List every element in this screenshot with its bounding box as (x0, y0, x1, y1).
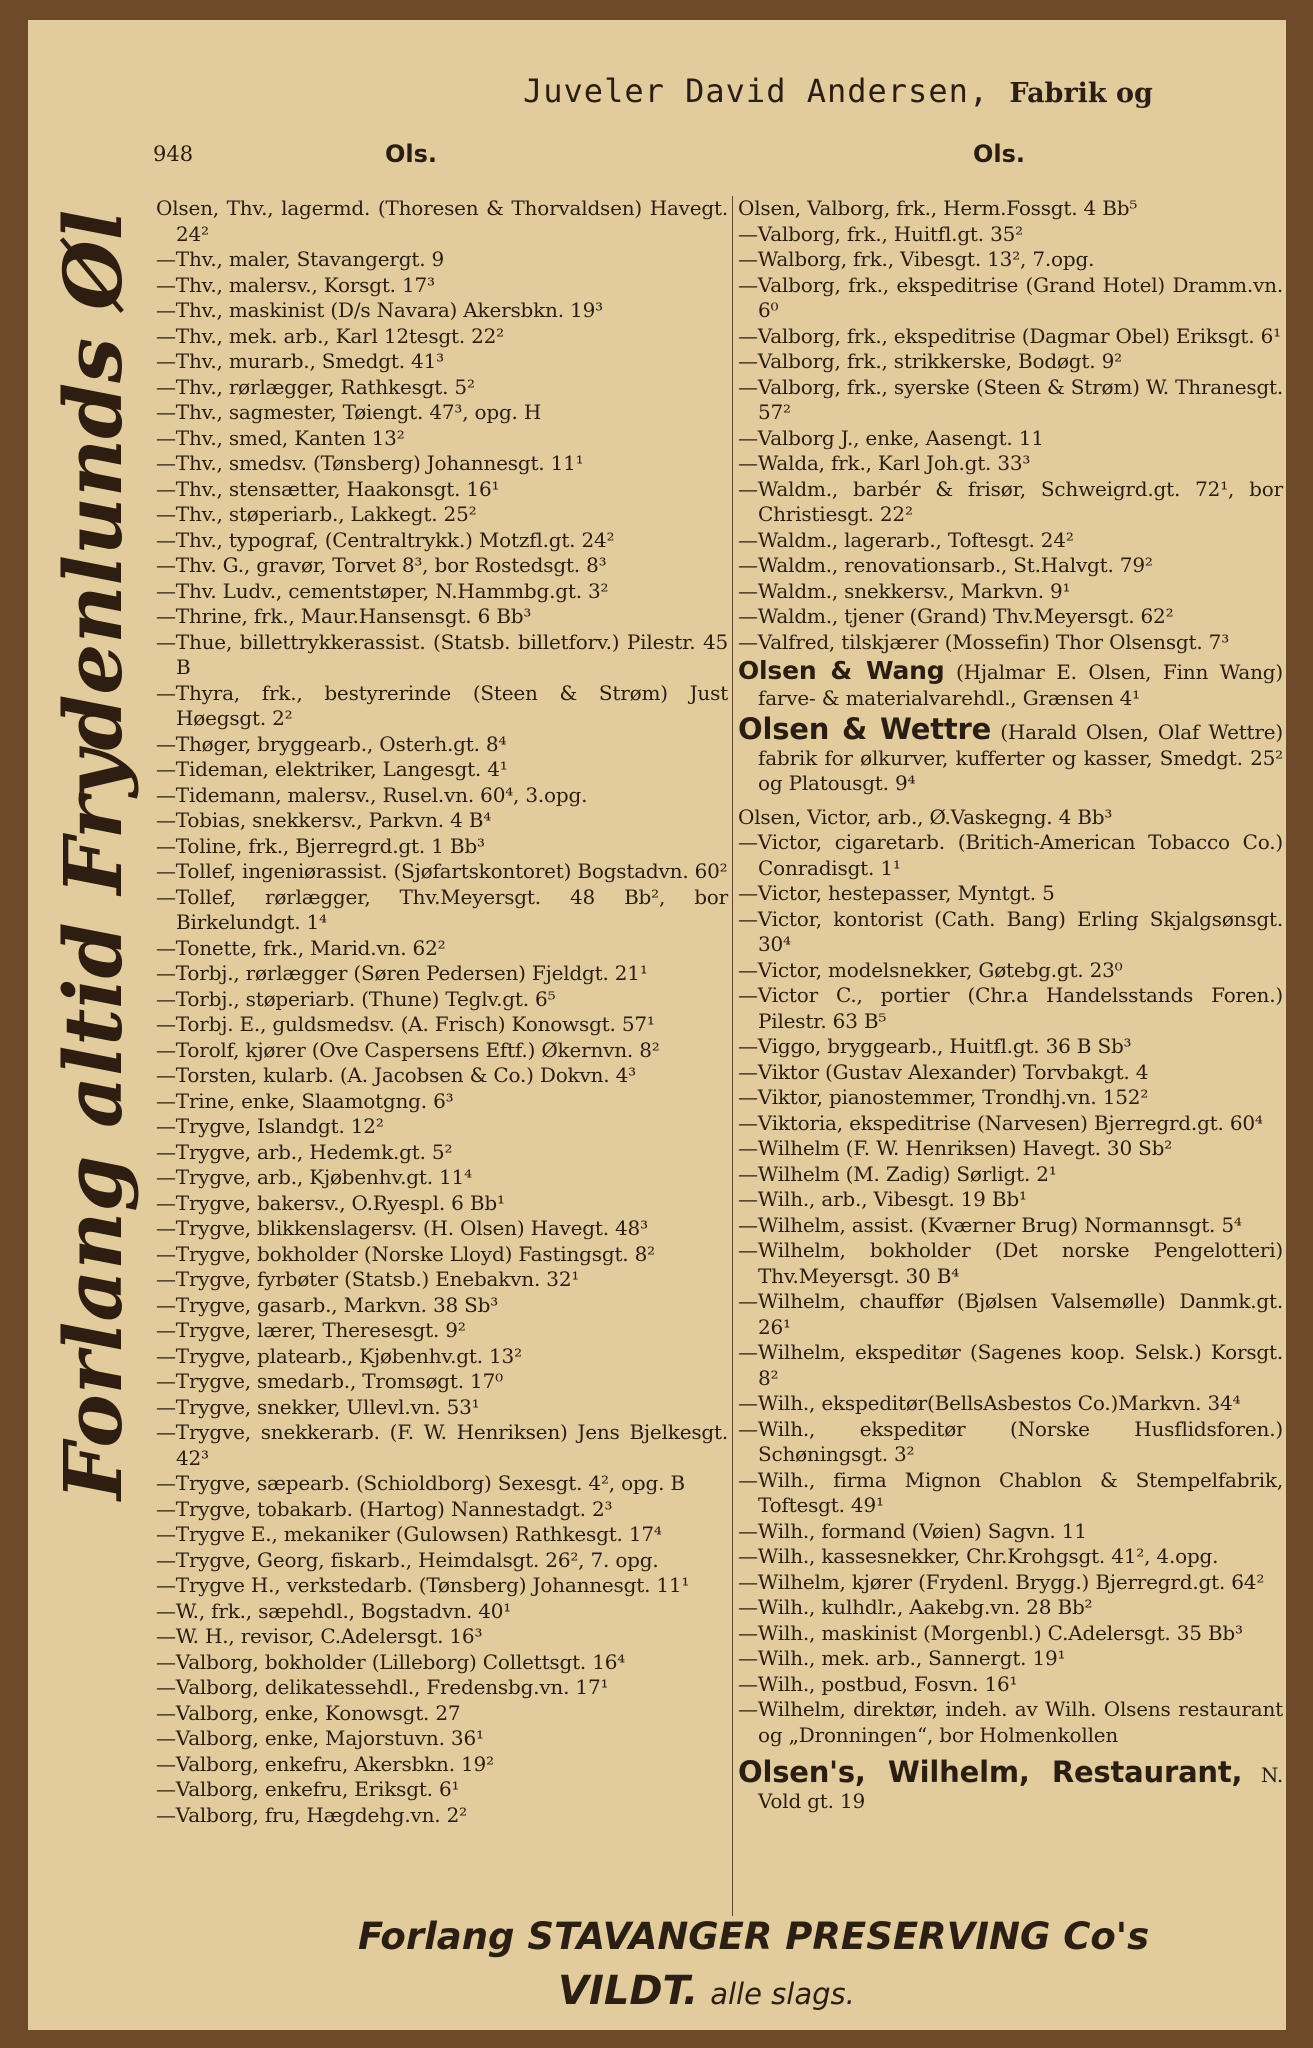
column-divider (732, 196, 733, 1916)
directory-entry: —Wilh., ekspeditør(BellsAsbestos Co.)Markvn. 34⁴ (738, 1391, 1241, 1415)
directory-entry: Olsen, Valborg, frk., Herm.Fossgt. 4 Bb⁵ (738, 196, 1138, 220)
directory-entry: —W. H., revisor, C.Adelersgt. 16³ (156, 1624, 483, 1648)
directory-entry: —Wilh., maskinist (Morgenbl.) C.Adelersgt. 35 Bb³ (738, 1620, 1243, 1645)
directory-entry: —W., frk., sæpehdl., Bogstadvn. 40¹ (156, 1598, 512, 1623)
directory-entry: —Torbj., rørlægger (Søren Pedersen) Fjeldgt. 21¹ (156, 961, 648, 985)
firm-details: (Hjalmar E. Olsen, Finn Wang) farve- & materialvarehdl., Grænsen 4¹ (758, 660, 1283, 710)
directory-entry: —Valborg, enke, Konowsgt. 27 (156, 1700, 461, 1725)
directory-entry: —Tonette, frk., Marid.vn. 62² (156, 935, 446, 960)
firm-entry-olsen-wettre (738, 712, 1283, 797)
footer-advertisement-line2 (558, 1968, 855, 2014)
directory-entry: —Valborg, enkefru, Akersbkn. 19² (156, 1751, 494, 1776)
directory-entry: —Trygve, snekkerarb. (F. W. Henriksen) Jens Bjelkesgt. 42³ (156, 1420, 728, 1470)
directory-entry: —Torolf, kjører (Ove Caspersens Eftf.) Økernvn. 8² (156, 1037, 660, 1062)
directory-entry: —Thv., murarb., Smedgt. 41³ (156, 349, 444, 373)
directory-entry: —Wilhelm, ekspeditør (Sagenes koop. Selsk.) Korsgt. 8² (738, 1340, 1283, 1390)
directory-entry: —Valfred, tilskjærer (Mossefin) Thor Olsensgt. 7³ (738, 629, 1230, 654)
directory-entry: —Thv., smedsv. (Tønsberg) Johannesgt. 11¹ (156, 451, 584, 475)
directory-entry: —Wilh., mek. arb., Sannergt. 19¹ (738, 1646, 1066, 1670)
directory-entry: —Trine, enke, Slaamotgng. 6³ (156, 1088, 454, 1113)
directory-entry: —Tidemann, malersv., Rusel.vn. 60⁴, 3.opg. (156, 782, 588, 807)
directory-entry: —Thv. G., gravør, Torvet 8³, bor Rostedsgt. 8³ (156, 553, 607, 577)
directory-entry: —Thue, billettrykkerassist. (Statsb. billetforv.) Pilestr. 45 B (156, 629, 728, 679)
directory-entry: —Thv. Ludv., cementstøper, N.Hammbg.gt. 3² (156, 578, 609, 603)
firm-details: N. Vold gt. 19 (758, 1763, 1283, 1813)
directory-entry: —Wilh., kulhdlr., Aakebg.vn. 28 Bb² (738, 1595, 1093, 1619)
directory-entry: —Thyra, frk., bestyrerinde (Steen & Strøm) Just Høegsgt. 2² (156, 680, 728, 730)
directory-entry: —Wilhelm (M. Zadig) Sørligt. 2¹ (738, 1161, 1057, 1186)
directory-entry: —Torbj., støperiarb. (Thune) Teglv.gt. 6⁵ (156, 986, 556, 1011)
directory-entry: —Trygve, blikkenslagersv. (H. Olsen) Havegt. 48³ (156, 1216, 648, 1240)
firm-entry-olsen-wang (738, 658, 1283, 711)
directory-entry: —Wilh., kassesnekker, Chr.Krohgsgt. 41², 4.opg. (738, 1544, 1219, 1568)
directory-entry: —Waldm., snekkersv., Markvn. 9¹ (738, 578, 1071, 603)
directory-entry: —Thøger, bryggearb., Osterh.gt. 8⁴ (156, 731, 507, 756)
directory-entry: —Valborg, frk., ekspeditrise (Grand Hotel) Dramm.vn. 6⁰ (738, 272, 1283, 322)
directory-entry: —Waldm., renovationsarb., St.Halvgt. 79² (738, 553, 1153, 577)
right-running-head: Ols. (973, 140, 1026, 168)
directory-entry: —Valborg, delikatessehdl., Fredensbg.vn. 17¹ (156, 1675, 609, 1699)
directory-entry: —Trygve, smedarb., Tromsøgt. 17⁰ (156, 1369, 503, 1393)
directory-entry: Olsen, Victor, arb., Ø.Vaskegng. 4 Bb³ (738, 804, 1113, 829)
directory-entry: —Thv., sagmester, Tøiengt. 47³, opg. H (156, 400, 542, 424)
directory-entry: —Viktor (Gustav Alexander) Torvbakgt. 4 (738, 1059, 1149, 1084)
directory-entry: —Trygve E., mekaniker (Gulowsen) Rathkesgt. 17⁴ (156, 1522, 662, 1546)
directory-page (28, 20, 1286, 2030)
directory-entry: —Valborg, frk., strikkerske, Bodøgt. 9² (738, 349, 1122, 373)
directory-entry: —Tobias, snekkersv., Parkvn. 4 B⁴ (156, 808, 492, 832)
directory-entry: —Trygve, tobakarb. (Hartog) Nannestadgt. 2³ (156, 1496, 613, 1521)
right-column (738, 196, 1283, 1814)
right-column-entries-b (738, 805, 1283, 1749)
directory-entry: —Valborg, fru, Hægdehg.vn. 2² (156, 1802, 467, 1827)
directory-entry: —Trygve, gasarb., Markvn. 38 Sb³ (156, 1292, 499, 1317)
directory-entry: —Viktoria, ekspeditrise (Narvesen) Bjerregrd.gt. 60⁴ (738, 1110, 1263, 1135)
directory-entry: —Torbj. E., guldsmedsv. (A. Frisch) Konowsgt. 57¹ (156, 1012, 655, 1036)
directory-entry: —Thv., stensætter, Haakonsgt. 16¹ (156, 476, 500, 501)
directory-entry: —Wilh., arb., Vibesgt. 19 Bb¹ (738, 1187, 1027, 1211)
directory-entry: —Victor, modelsnekker, Gøtebg.gt. 23⁰ (738, 957, 1123, 982)
directory-entry: —Wilhelm, kjører (Frydenl. Brygg.) Bjerregrd.gt. 64² (738, 1569, 1265, 1594)
footer-ad-word: VILDT. (558, 1968, 699, 2014)
left-running-head: Ols. (385, 140, 438, 168)
directory-entry: —Waldm., barbér & frisør, Schweigrd.gt. 72¹, bor Christiesgt. 22² (738, 476, 1283, 526)
directory-entry: —Viktor, pianostemmer, Trondhj.vn. 152² (738, 1085, 1149, 1109)
firm-name: Olsen & Wang (738, 656, 945, 685)
directory-entry: —Viggo, bryggearb., Huitfl.gt. 36 B Sb³ (738, 1034, 1132, 1058)
side-advertisement: Forlang altid Frydenlunds Øl (46, 209, 140, 1500)
directory-entry: —Wilhelm, assist. (Kværner Brug) Normannsgt. 5⁴ (738, 1212, 1242, 1237)
directory-entry: —Thv., maskinist (D/s Navara) Akersbkn. 19³ (156, 298, 603, 322)
directory-entry: —Victor, hestepasser, Myntgt. 5 (738, 881, 1055, 905)
directory-entry: —Thv., rørlægger, Rathkesgt. 5² (156, 374, 475, 399)
directory-entry: —Valborg, enke, Majorstuvn. 36¹ (156, 1726, 484, 1750)
directory-entry: —Torsten, kularb. (A. Jacobsen & Co.) Dokvn. 4³ (156, 1063, 636, 1087)
directory-entry: —Victor C., portier (Chr.a Handelsstands Foren.) Pilestr. 63 B⁵ (738, 983, 1283, 1033)
directory-entry: —Thv., typograf, (Centraltrykk.) Motzfl.gt. 24² (156, 527, 615, 552)
directory-entry: —Thrine, frk., Maur.Hansensgt. 6 Bb³ (156, 604, 532, 628)
page-number: 948 (153, 142, 194, 166)
directory-entry: —Thv., støperiarb., Lakkegt. 25² (156, 502, 477, 526)
directory-entry: —Tollef, ingeniørassist. (Sjøfartskontoret) Bogstadvn. 60² (156, 859, 728, 883)
directory-entry: —Valborg, frk., ekspeditrise (Dagmar Obel) Eriksgt. 6¹ (738, 323, 1281, 348)
directory-entry: —Trygve, Islandgt. 12² (156, 1114, 384, 1138)
directory-entry: —Wilh., postbud, Fosvn. 16¹ (738, 1671, 1018, 1696)
directory-entry: —Wilh., formand (Vøien) Sagvn. 11 (738, 1518, 1087, 1543)
directory-entry: —Trygve, bakersv., O.Ryespl. 6 Bb¹ (156, 1190, 505, 1215)
directory-entry: —Trygve, arb., Kjøbenhv.gt. 11⁴ (156, 1165, 472, 1189)
firm-entry-olsens-restaurant (738, 1755, 1283, 1814)
directory-entry: —Wilh., ekspeditør (Norske Husflidsforen.) Schøningsgt. 3² (738, 1416, 1283, 1466)
directory-entry: —Walborg, frk., Vibesgt. 13², 7.opg. (738, 247, 1095, 271)
directory-entry: —Wilh., firma Mignon Chablon & Stempelfabrik, Toftesgt. 49¹ (738, 1467, 1283, 1517)
top-ad-continuation: Fabrik og (1009, 78, 1153, 109)
footer-advertisement: Forlang STAVANGER PRESERVING Co's (358, 1915, 1150, 1958)
directory-entry: —Valborg, enkefru, Eriksgt. 6¹ (156, 1777, 460, 1801)
directory-entry: —Wilhelm, direktør, indeh. av Wilh. Olsens restaurant og „Dronningen“, bor Holmenkollen (738, 1697, 1283, 1747)
firm-name: Olsen's, Wilhelm, Restaurant, (738, 1755, 1243, 1789)
directory-entry: —Trygve H., verkstedarb. (Tønsberg) Johannesgt. 11¹ (156, 1573, 690, 1597)
firm-name: Olsen & Wettre (738, 712, 992, 746)
directory-entry: —Thv., smed, Kanten 13² (156, 425, 405, 450)
directory-entry: —Thv., maler, Stavangergt. 9 (156, 247, 445, 271)
directory-entry: —Valborg J., enke, Aasengt. 11 (738, 425, 1044, 450)
directory-entry: —Victor, cigaretarb. (Britich-American Tobacco Co.) Conradisgt. 1¹ (738, 830, 1283, 880)
directory-entry: —Thv., mek. arb., Karl 12tesgt. 22² (156, 323, 505, 348)
directory-entry: —Valborg, frk., syerske (Steen & Strøm) W. Thranesgt. 57² (738, 374, 1283, 424)
directory-entry: —Trygve, sæpearb. (Schioldborg) Sexesgt. 4², opg. B (156, 1471, 685, 1495)
directory-entry: —Walda, frk., Karl Joh.gt. 33³ (738, 451, 1031, 475)
directory-entry: —Victor, kontorist (Cath. Bang) Erling Skjalgsønsgt. 30⁴ (738, 906, 1283, 956)
directory-entry: —Trygve, arb., Hedemk.gt. 5² (156, 1139, 453, 1164)
directory-entry: —Wilhelm (F. W. Henriksen) Havegt. 30 Sb² (738, 1136, 1173, 1160)
directory-entry: —Tideman, elektriker, Langesgt. 4¹ (156, 757, 508, 781)
directory-entry: —Trygve, Georg, fiskarb., Heimdalsgt. 26², 7. opg. (156, 1547, 659, 1572)
directory-entry: —Thv., malersv., Korsgt. 17³ (156, 272, 435, 297)
directory-entry: —Waldm., tjener (Grand) Thv.Meyersgt. 62² (738, 604, 1174, 628)
directory-entry: —Trygve, lærer, Theresesgt. 9² (156, 1318, 466, 1342)
directory-entry: —Trygve, platearb., Kjøbenhv.gt. 13² (156, 1343, 522, 1368)
directory-entry: —Tollef, rørlægger, Thv.Meyersgt. 48 Bb², bor Birkelundgt. 1⁴ (156, 884, 728, 934)
directory-entry: —Trygve, fyrbøter (Statsb.) Enebakvn. 32¹ (156, 1267, 580, 1291)
directory-entry: —Toline, frk., Bjerregrd.gt. 1 Bb³ (156, 833, 485, 858)
directory-entry: Olsen, Thv., lagermd. (Thoresen & Thorvaldsen) Havegt. 24² (156, 196, 728, 246)
directory-entry: —Valborg, bokholder (Lilleborg) Collettsgt. 16⁴ (156, 1649, 626, 1674)
left-column (156, 196, 728, 1828)
directory-entry: —Trygve, snekker, Ullevl.vn. 53¹ (156, 1394, 480, 1419)
right-column-entries-a (738, 196, 1283, 655)
directory-entry: —Wilhelm, chauffør (Bjølsen Valsemølle) Danmk.gt. 26¹ (738, 1289, 1283, 1339)
top-ad-text: Juveler David Andersen, (523, 72, 990, 110)
top-advertisement (523, 72, 1153, 110)
directory-entry: —Trygve, bokholder (Norske Lloyd) Fastingsgt. 8² (156, 1241, 655, 1266)
firm-details: (Harald Olsen, Olaf Wettre) fabrik for ølkurver, kufferter og kasser, Smedgt. 25² og Platousgt. 9⁴ (758, 720, 1283, 795)
directory-entry: —Valborg, frk., Huitfl.gt. 35² (738, 221, 1023, 246)
directory-entry: —Waldm., lagerarb., Toftesgt. 24² (738, 527, 1074, 552)
directory-entry: —Wilhelm, bokholder (Det norske Pengelotteri) Thv.Meyersgt. 30 B⁴ (738, 1238, 1283, 1288)
footer-ad-tail: alle slags. (710, 1977, 855, 2011)
